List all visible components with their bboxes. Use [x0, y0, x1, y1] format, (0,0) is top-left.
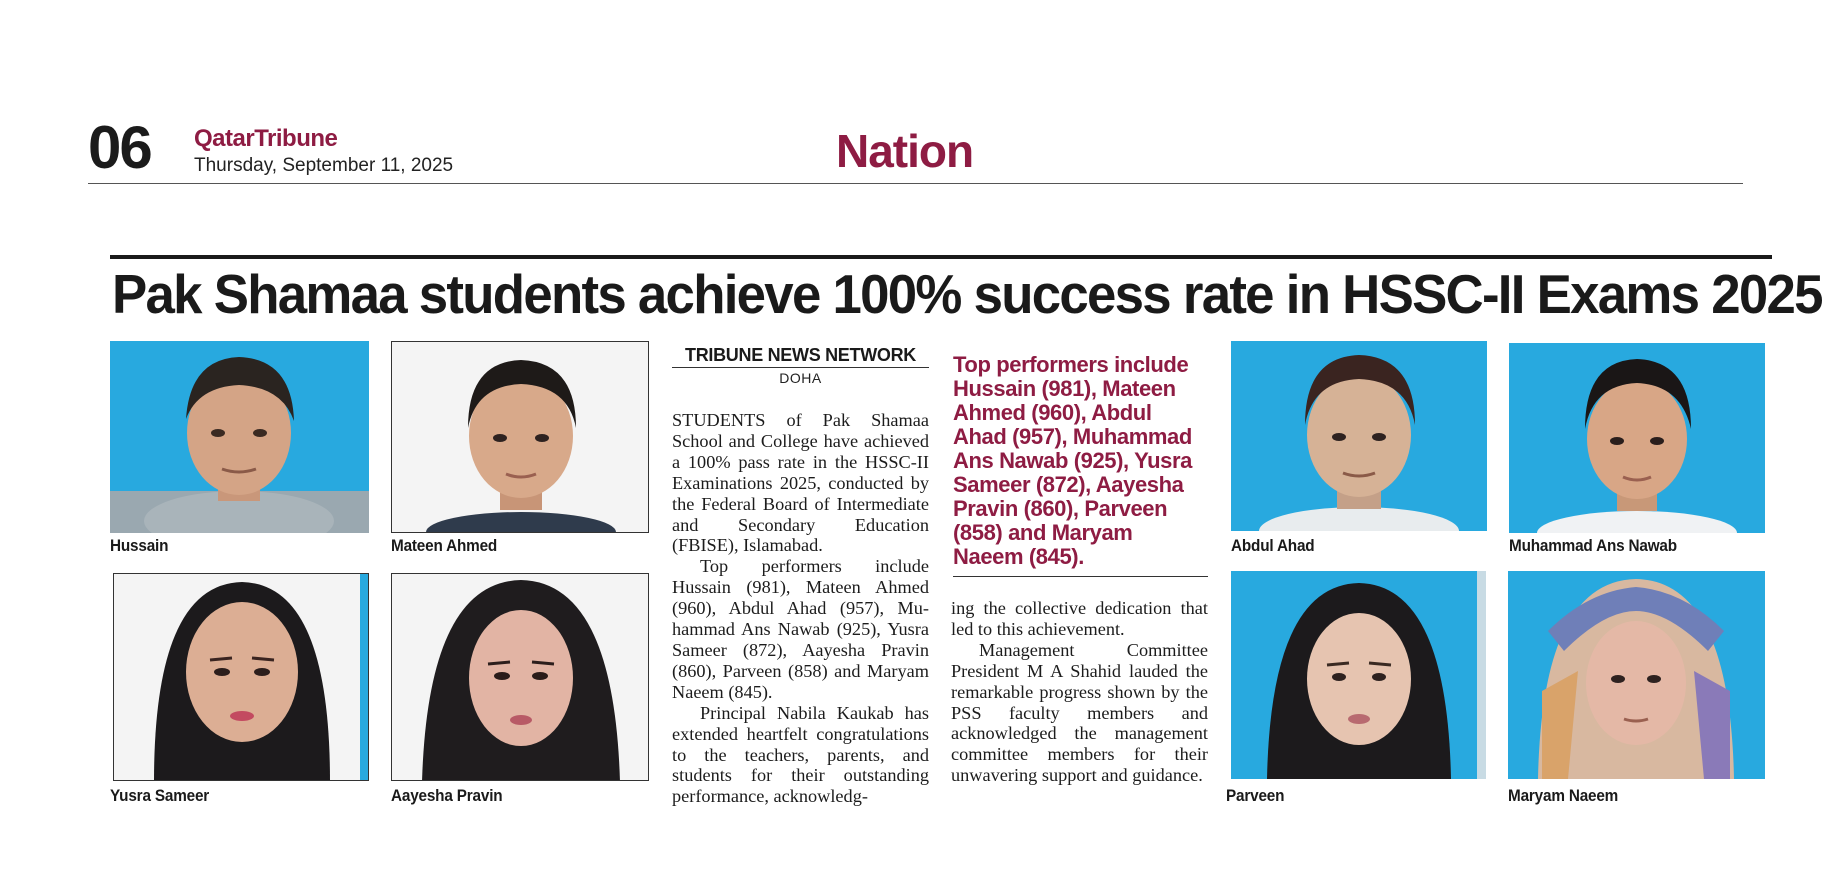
photo-caption: Parveen [1226, 786, 1285, 805]
portrait-figure [110, 341, 369, 533]
photo-hussain [110, 341, 369, 533]
newspaper-name: QatarTribune [194, 125, 338, 152]
body-paragraph: Top performers include Hussain (981), Mateen Ahmed (960), Abdul Ahad (957), Muhammad Ans Nawab (925), Yusra Sameer (872), Aayesha Pravin (860), Parveen (858) and Maryam Naeem (845). [672, 556, 929, 702]
article-body-column-2 [951, 598, 1208, 786]
masthead-divider [88, 183, 1743, 184]
photo-caption: Abdul Ahad [1231, 536, 1315, 555]
portrait-figure [114, 574, 369, 781]
photo-caption: Yusra Sameer [110, 786, 210, 805]
portrait-figure [1508, 571, 1765, 779]
photo-parveen [1231, 571, 1486, 779]
byline-block [672, 346, 929, 386]
photo-muhammad-ans-nawab [1509, 343, 1765, 533]
headline-rule [110, 255, 1772, 259]
body-paragraph: Management Committee President M A Shahid lauded the remarkable progress shown by the PSS faculty members and acknowledged the management committee members for their unwavering support and guidance. [951, 639, 1208, 786]
portrait-figure [1509, 343, 1765, 533]
portrait-figure [392, 342, 649, 533]
photo-caption: Mateen Ahmed [391, 536, 498, 555]
article-headline: Pak Shamaa students achieve 100% success rate in HSSC-II Exams 2025 [112, 263, 1822, 325]
body-paragraph: ing the collective dedication that led to this achievement. [951, 598, 1208, 639]
photo-caption: Maryam Naeem [1508, 786, 1619, 805]
photo-caption: Aayesha Pravin [391, 786, 503, 805]
body-paragraph: Principal Nabila Kaukab has extended heartfelt congratulations to the teachers, parents, and students for their outstanding performance, acknowledg- [672, 702, 929, 807]
portrait-figure [1231, 571, 1486, 779]
dateline: DOHA [779, 369, 822, 386]
issue-date: Thursday, September 11, 2025 [194, 155, 454, 176]
photo-caption: Hussain [110, 536, 169, 555]
photo-maryam-naeem [1508, 571, 1765, 779]
photo-caption: Muhammad Ans Nawab [1509, 536, 1677, 555]
body-paragraph: STUDENTS of Pak Shamaa School and College have achieved a 100% pass rate in the HSSC-II Examinations 2025, conducted by the Federal Board of Intermediate and Secondary Education (FBISE), Islamabad. [672, 410, 929, 556]
photo-aayesha-pravin [391, 573, 649, 781]
article-body-column-1 [672, 410, 929, 807]
portrait-figure [1231, 341, 1487, 531]
photo-yusra-sameer [113, 573, 369, 781]
photo-mateen-ahmed [391, 341, 649, 533]
pull-quote-rule [953, 576, 1208, 577]
section-title: Nation [836, 125, 974, 177]
pull-quote: Top performers include Hussain (981), Mateen Ahmed (960), Abdul Ahad (957), Muhammad Ans Nawab (925), Yusra Sameer (872), Aayesha Pravin (860), Parveen (858) and Maryam Naeem (845). [953, 352, 1193, 569]
portrait-figure [392, 574, 649, 781]
page-number: 06 [88, 114, 151, 181]
photo-abdul-ahad [1231, 341, 1487, 531]
byline: TRIBUNE NEWS NETWORK [672, 346, 929, 368]
